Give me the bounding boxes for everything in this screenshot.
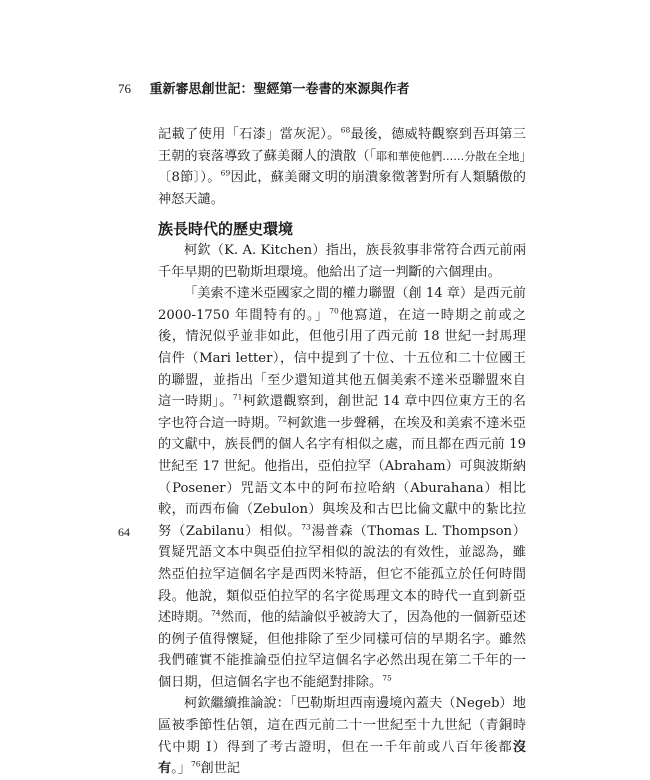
text-run: 最後，德威特觀察到吾珥第三王朝的衰落導致了蘇美爾人的潰散（「 [158,127,526,164]
footnote-ref-74: 74 [211,608,221,618]
page-number: 76 [118,81,131,96]
text-run: 然而，他的結論似乎被誇大了，因為他的一個新亞述的例子值得懷疑，但他排除了至少同樣可信的早期名字。雖然我們確實不能推論亞伯拉罕這個名字必然出現在第二千年的一個日期，但這個名字也不能絕對排除。 [158,610,527,690]
original-page-number: 64 [118,525,130,539]
section-heading: 族長時代的歷史環境 [158,220,294,238]
paragraph-alliances-and-names [158,283,526,693]
text-run: 因此，蘇美爾文明的崩潰象徵著對所有人類驕傲的神怒天譴。 [158,170,526,207]
footnote-ref-76: 76 [190,759,201,769]
book-title: 重新審思創世記：聖經第一卷書的來源與作者 [149,82,410,97]
text-run: 他寫道，在這一時期之前或之後，情況似乎並非如此，但他引用了西元前 18 世紀一封馬理信件（Mari letter），信中提到了十位、十五位和二十位國王的聯盟，並指出「至少還知道其他五個美索不達米亞聯盟來自這一時期」。 [158,307,527,410]
footnote-ref-73: 73 [301,522,311,532]
text-run: 柯欽進一步聲稱，在埃及和美索不達米亞的文獻中，族長們的個人名字有相似之處，而且都在西元前 19 世紀至 17 世紀。他指出，亞伯拉罕（Abraham）可與波斯納（Posener）咒語文本中的阿布拉哈納（Aburahana）相比較，而西布倫（Zebulon）與埃及和古巴比倫文獻中的紮比拉努（Zabilanu）相似。 [158,415,526,539]
text-run: 柯欽還觀察到，創世記 14 章中四位東方王的名字也符合這一時期。 [158,394,526,431]
text-run: 。」 [171,761,191,777]
emphasis-text: 沒有 [158,739,526,777]
footnote-ref-75: 75 [382,673,392,683]
running-header [118,78,410,97]
text-run: 「美索不達米亞國家之間的權力聯盟（創 14 章）是西元前 2000-1750 年間特有的。」 [158,286,526,323]
paragraph-negeb [158,693,526,779]
paragraph-kitchen-intro: 柯欽（K. A. Kitchen）指出，族長敘事非常符合西元前兩千年早期的巴勒斯坦環境。他給出了這一判斷的六個理由。 [158,243,526,280]
text-run: 記載了使用「石漆」當灰泥）。 [158,127,341,142]
footnote-ref-71: 71 [232,392,243,402]
footnote-ref-70: 70 [329,306,339,316]
text-run: 柯欽繼續推論說：「巴勒斯坦西南邊境內蓋夫（Negeb）地區被季節性佔領，這在西元前二十一世紀至十九世紀（青銅時代中期 I）得到了考古證明，但在一千年前或八百年後都 [158,696,526,755]
text-run: 創世記 [200,761,241,777]
footnote-ref-69: 69 [220,168,231,178]
text-run: 湯普森（Thomas L. Thompson）質疑咒語文本中與亞伯拉罕相似的說法的有效性，並認為，雖然亞伯拉罕這個名字是西閃米特語，但它不能孤立於任何時間段。他說，類似亞伯拉罕的名字從馬理文本的時代一直到新亞述時期。 [158,523,526,626]
text-run: 」〔8節〕）。 [158,148,526,186]
section-body [158,240,526,780]
footnote-ref-68: 68 [340,125,351,135]
scripture-quote: 耶和華使他們……分散在全地 [376,149,520,163]
paragraph-sumerian-collapse [158,124,526,210]
footnote-ref-72: 72 [277,414,288,424]
